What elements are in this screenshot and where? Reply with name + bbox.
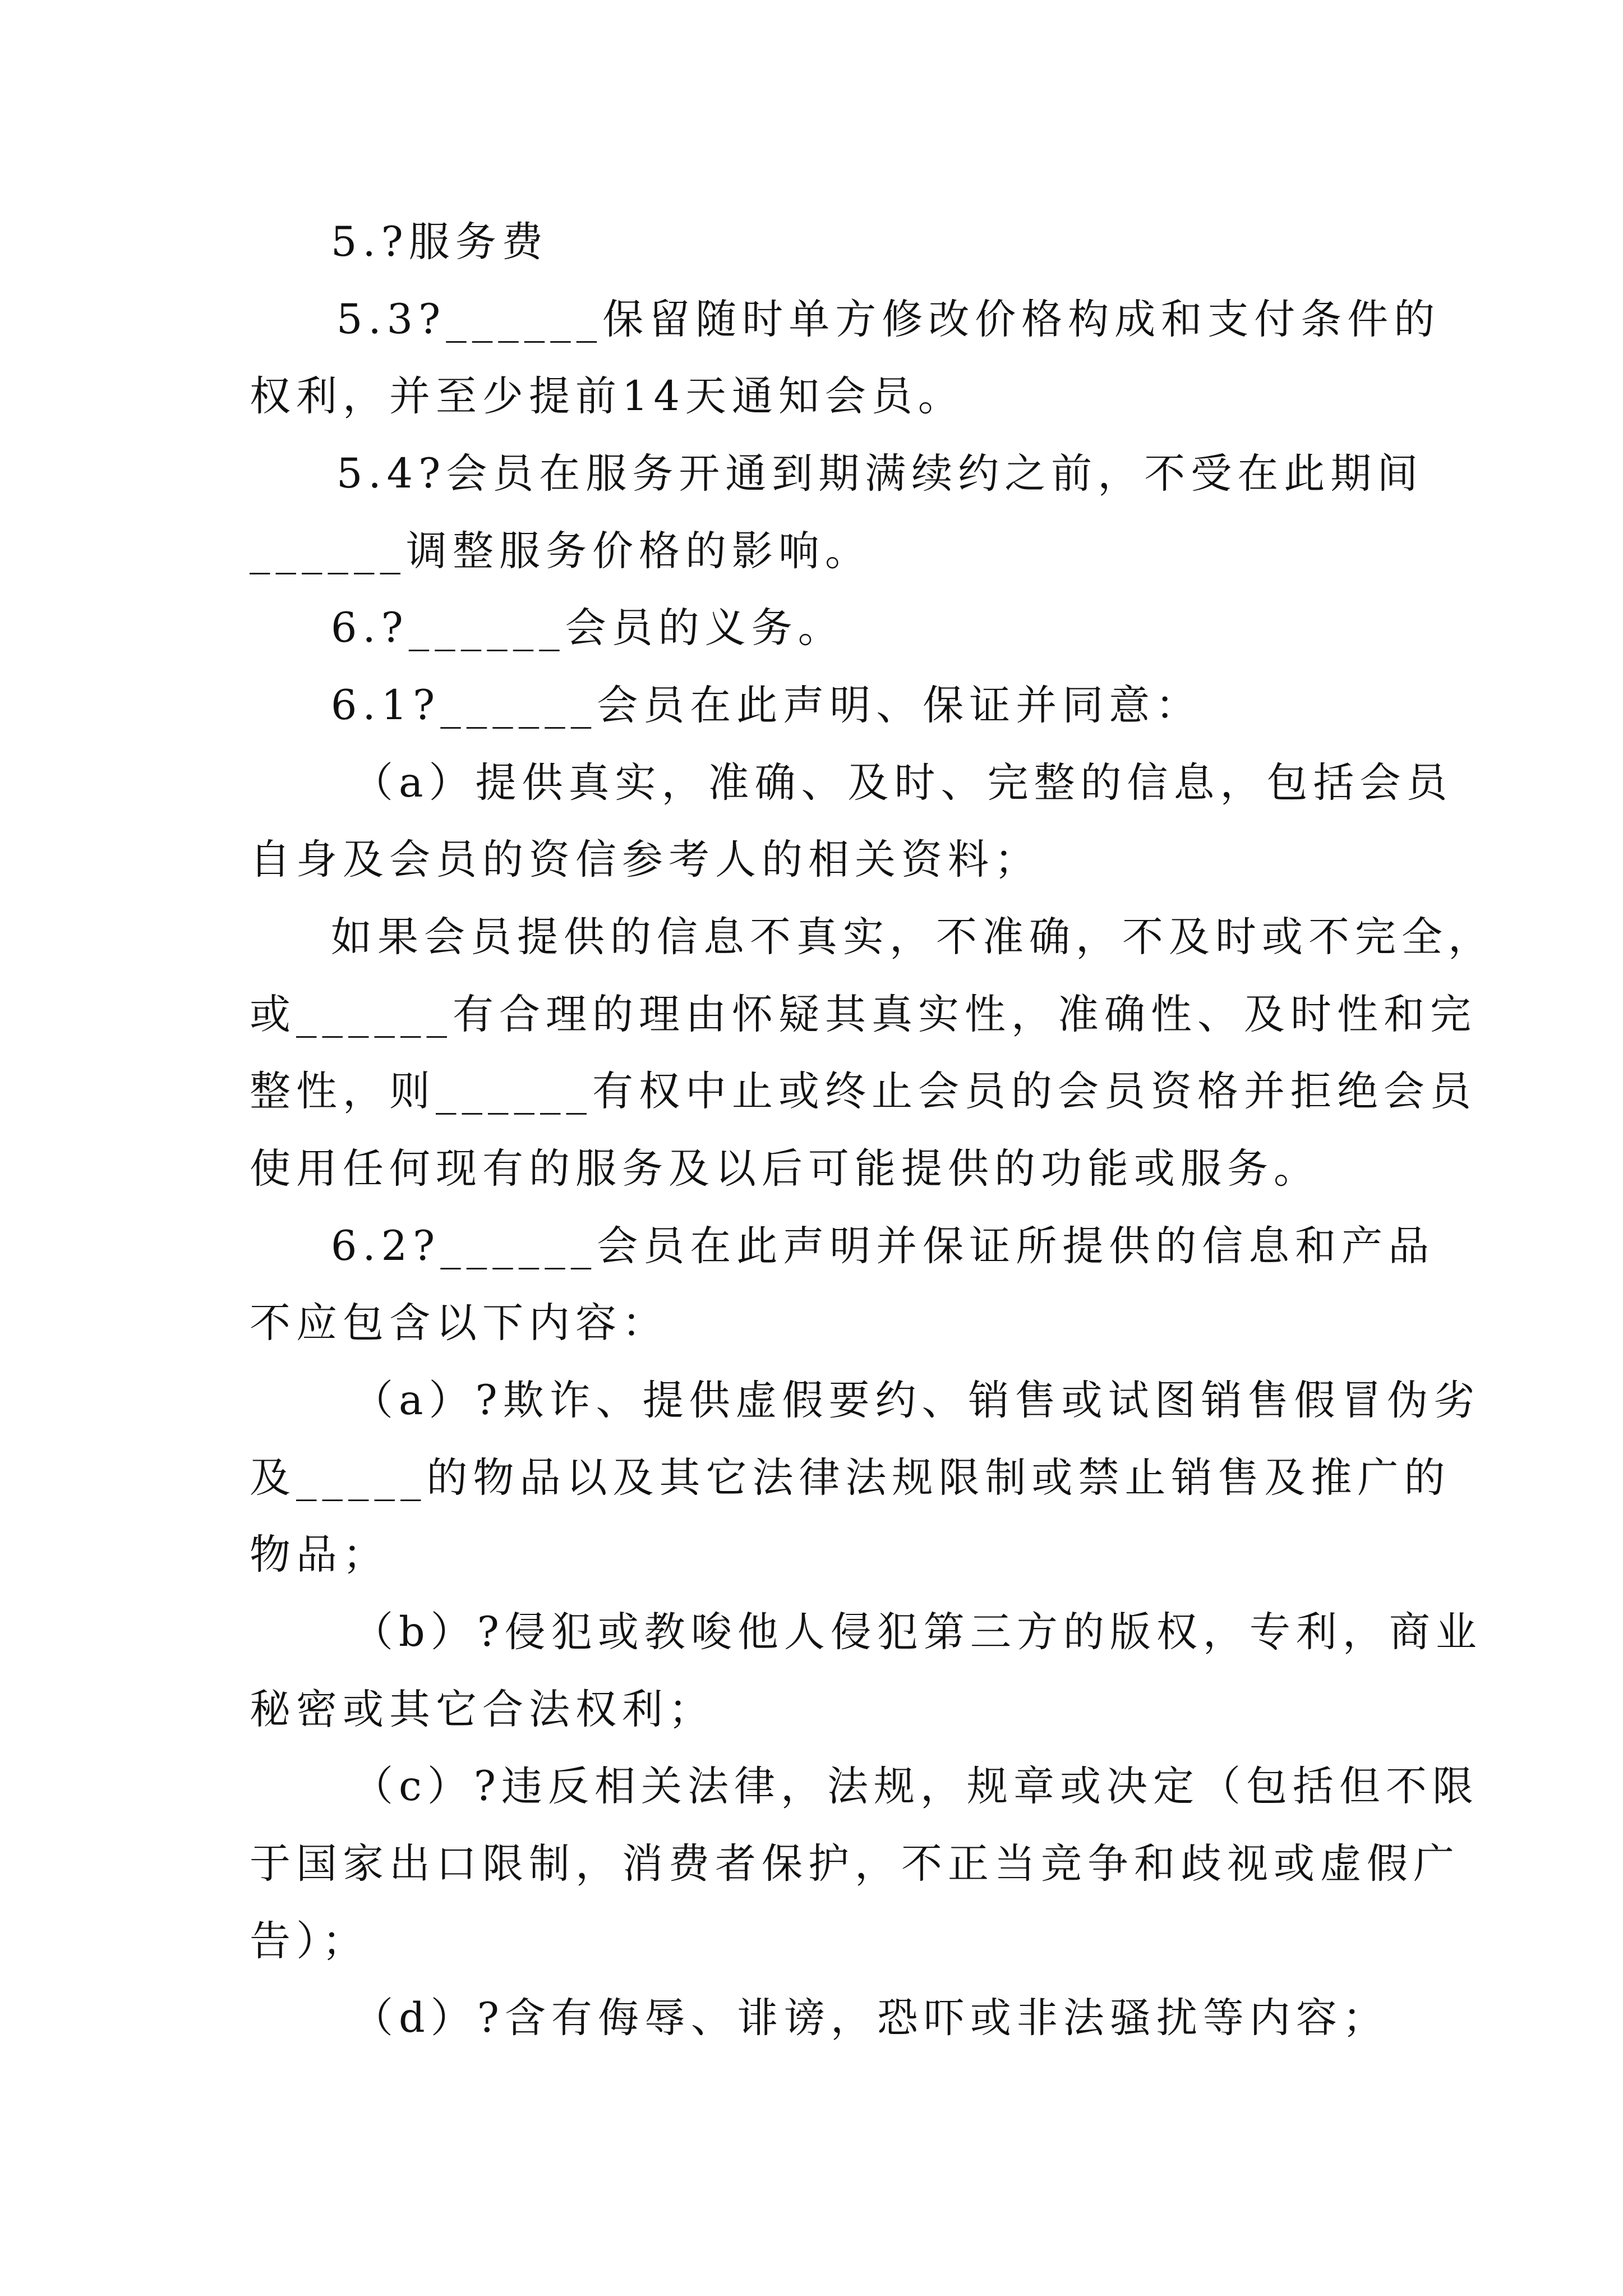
item-6-2-c-line-3: 告）； <box>250 1917 369 1965</box>
item-6-2-a-line-1: （a）?欺诈、提供虚假要约、销售或试图销售假冒伪劣 <box>352 1377 1481 1424</box>
item-6-2-d-line-1: （d）?含有侮辱、诽谤，恐吓或非法骚扰等内容； <box>352 1994 1389 2042</box>
item-6-2-a-line-2: 及_____的物品以及其它法律法规限制或禁止销售及推广的 <box>250 1454 1451 1502</box>
clause-5-4-line-1: 5.4?会员在服务开通到期满续约之前，不受在此期间 <box>336 450 1424 498</box>
item-6-2-b-line-1: （b）?侵犯或教唆他人侵犯第三方的版权，专利，商业 <box>352 1608 1482 1656</box>
clause-6-2-line-1: 6.2?______会员在此声明并保证所提供的信息和产品 <box>331 1222 1435 1270</box>
clause-5-3-line-1: 5.3?______保留随时单方修改价格构成和支付条件的 <box>336 296 1441 343</box>
clause-6-2-line-2: 不应包含以下内容： <box>250 1299 668 1347</box>
item-6-1-a-line-2: 自身及会员的资信参考人的相关资料； <box>250 836 1041 884</box>
paragraph-false-info-line-2: 或______有合理的理由怀疑其真实性，准确性、及时性和完 <box>250 991 1477 1038</box>
clause-6-1-line-1: 6.1?______会员在此声明、保证并同意： <box>331 682 1202 729</box>
paragraph-false-info-line-3: 整性，则______有权中止或终止会员的会员资格并拒绝会员 <box>250 1068 1477 1115</box>
item-6-2-a-line-3: 物品； <box>250 1531 389 1579</box>
section-heading-5: 5.?服务费 <box>331 218 548 266</box>
item-6-2-c-line-1: （c）?违反相关法律，法规，规章或决定（包括但不限 <box>352 1763 1479 1810</box>
section-heading-6: 6.?______会员的义务。 <box>331 604 845 652</box>
paragraph-false-info-line-1: 如果会员提供的信息不真实，不准确，不及时或不完全， <box>331 913 1495 961</box>
item-6-1-a-line-1: （a）提供真实，准确、及时、完整的信息，包括会员 <box>352 759 1453 807</box>
clause-5-3-line-2: 权利，并至少提前14天通知会员。 <box>250 372 965 420</box>
paragraph-false-info-line-4: 使用任何现有的服务及以后可能提供的功能或服务。 <box>250 1145 1320 1193</box>
clause-5-4-line-2: ______调整服务价格的影响。 <box>250 527 872 575</box>
item-6-2-c-line-2: 于国家出口限制，消费者保护，不正当竞争和歧视或虚假广 <box>250 1840 1460 1888</box>
item-6-2-b-line-2: 秘密或其它合法权利； <box>250 1686 715 1733</box>
